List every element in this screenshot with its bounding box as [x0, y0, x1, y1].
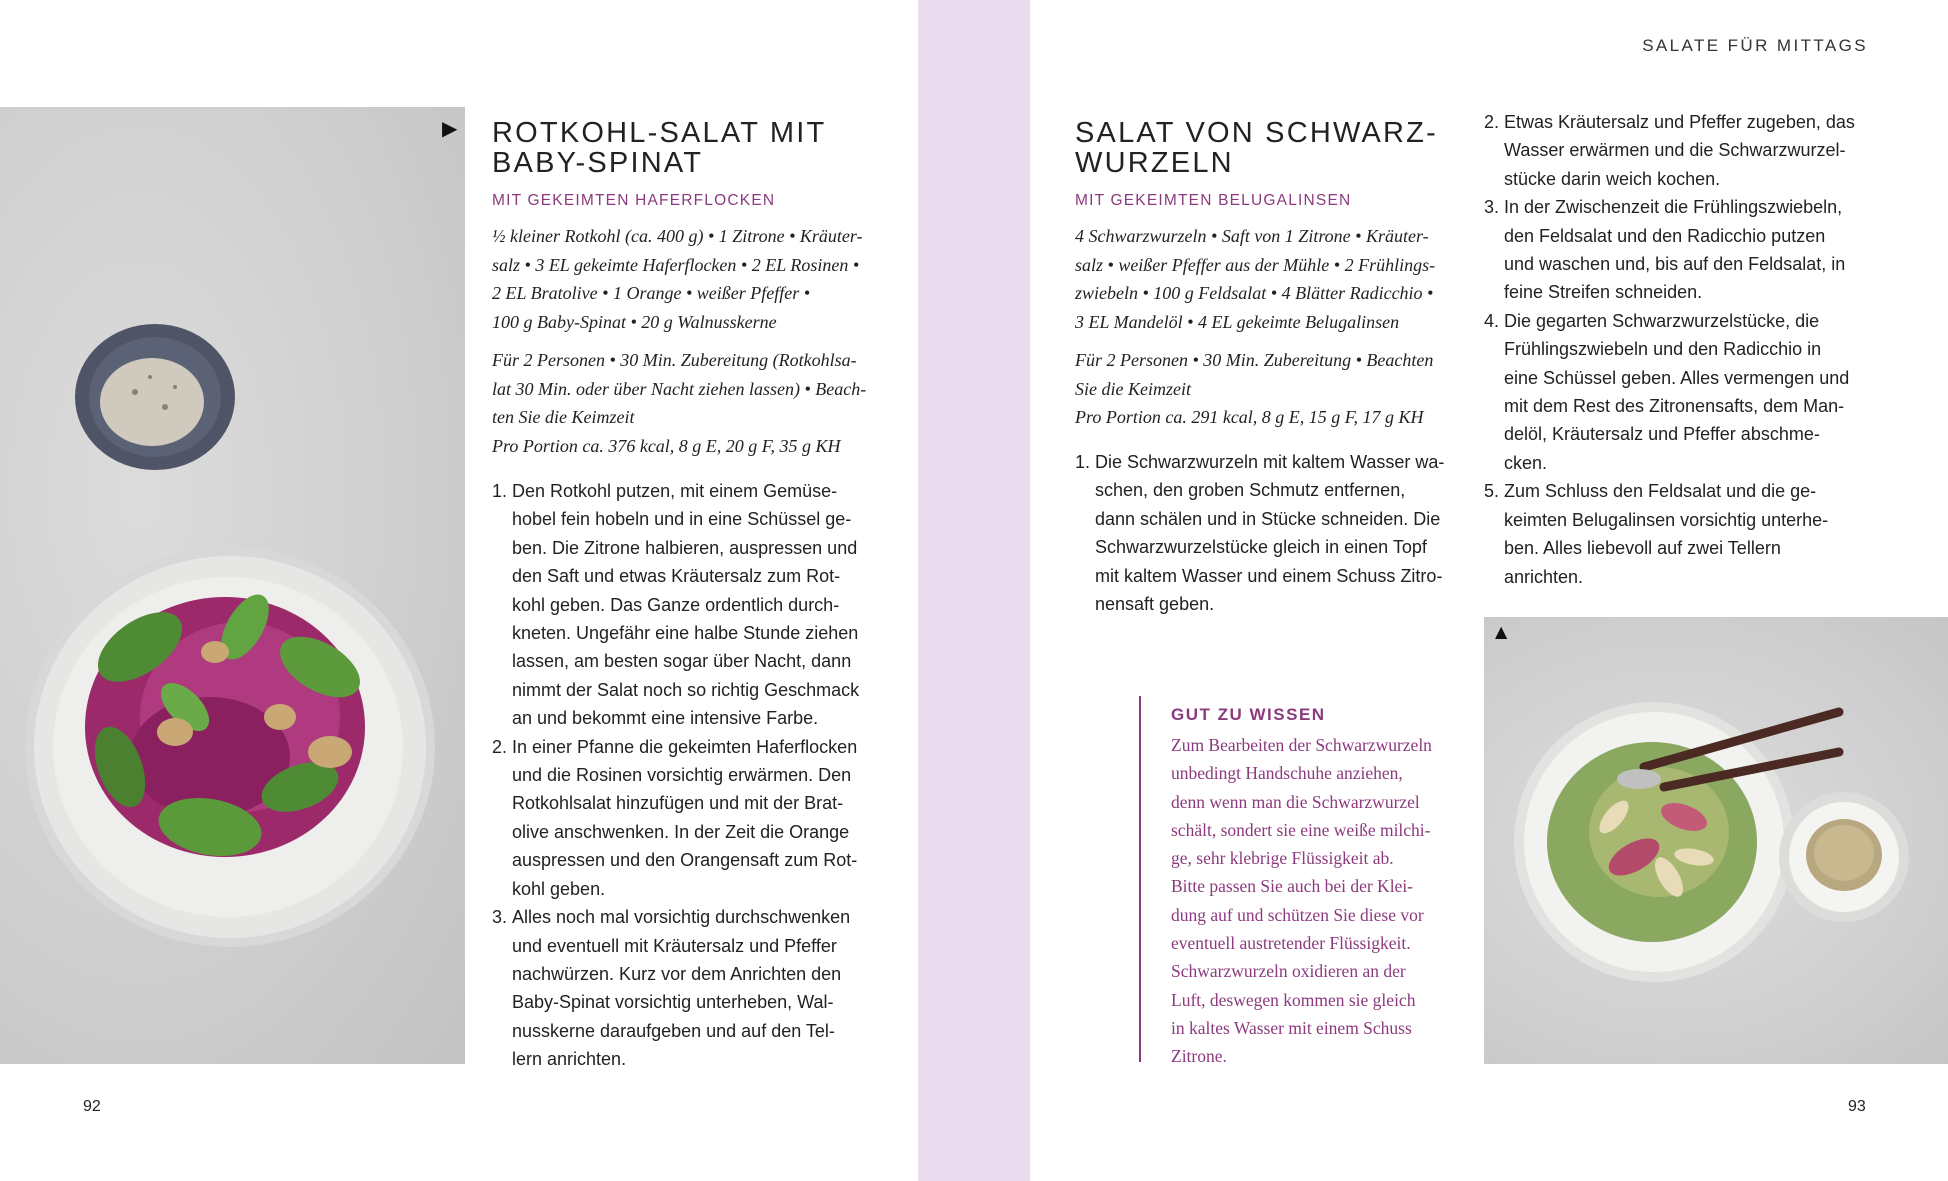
- ingredients-line: 2 EL Bratolive • 1 Orange • weißer Pfeffer •: [492, 283, 811, 303]
- step-line: an und bekommt eine intensive Farbe.: [512, 708, 819, 729]
- step-line: Baby-Spinat vorsichtig unterheben, Wal-: [512, 992, 834, 1013]
- step-line: auspressen und den Orangensaft zum Rot-: [512, 850, 858, 871]
- ingredients-line: 3 EL Mandelöl • 4 EL gekeimte Belugalinsen: [1075, 311, 1400, 332]
- right-recipe-ingredients: [1075, 222, 1475, 336]
- step-line: den Feldsalat und den Radicchio putzen: [1504, 225, 1826, 246]
- step-line: nensaft geben.: [1095, 594, 1215, 615]
- step-line: und waschen und, bis auf den Feldsalat, in: [1504, 254, 1846, 275]
- triangle-right-icon: ▶: [442, 116, 458, 140]
- right-recipe-steps-col2: [1484, 108, 1894, 591]
- step-line: Die gegarten Schwarzwurzelstücke, die: [1504, 310, 1820, 331]
- ingredients-line: ½ kleiner Rotkohl (ca. 400 g) • 1 Zitrone • Kräuter-: [492, 226, 863, 246]
- recipe-step: [1484, 108, 1894, 193]
- left-recipe-steps: [492, 477, 892, 1074]
- tip-body: [1171, 731, 1471, 1071]
- step-line: eine Schüssel geben. Alles vermengen und: [1504, 367, 1850, 388]
- step-line: Schwarzwurzelstücke gleich in einen Topf: [1095, 537, 1427, 558]
- step-line: ben. Alles liebevoll auf zwei Tellern: [1504, 538, 1781, 559]
- left-recipe-ingredients: [492, 222, 892, 336]
- step-line: anrichten.: [1504, 566, 1584, 587]
- step-line: In der Zwischenzeit die Frühlingszwiebeln,: [1504, 197, 1843, 218]
- tip-line: Schwarzwurzeln oxidieren an der: [1171, 961, 1406, 982]
- salsify-salad-photo: [1484, 617, 1948, 1064]
- step-line: mit kaltem Wasser und einem Schuss Zitro-: [1095, 565, 1443, 586]
- left-recipe-title: [492, 118, 892, 178]
- recipe-step: [492, 903, 892, 1073]
- step-line: kohl geben.: [512, 878, 606, 899]
- tip-title: GUT ZU WISSEN: [1171, 705, 1326, 724]
- info-line: Sie die Keimzeit: [1075, 378, 1191, 399]
- left-recipe-title-line2: BABY-SPINAT: [492, 147, 704, 179]
- tip-line: in kaltes Wasser mit einem Schuss: [1171, 1017, 1412, 1038]
- info-line: ten Sie die Keimzeit: [492, 407, 635, 427]
- right-recipe-title: [1075, 118, 1475, 178]
- triangle-up-icon: ▲: [1495, 622, 1508, 641]
- tip-accent-line: [1139, 696, 1141, 1062]
- step-number: 5.: [1484, 481, 1500, 502]
- recipe-step: [1484, 193, 1894, 307]
- left-recipe-subtitle: MIT GEKEIMTEN HAFERFLOCKEN: [492, 192, 776, 209]
- step-line: Alles noch mal vorsichtig durchschwenken: [512, 907, 851, 928]
- step-line: olive anschwenken. In der Zeit die Orange: [512, 821, 850, 842]
- right-recipe-title-line2: WURZELN: [1075, 147, 1234, 179]
- step-line: lassen, am besten sogar über Nacht, dann: [512, 651, 852, 672]
- step-line: nimmt der Salat noch so richtig Geschmack: [512, 679, 860, 700]
- step-line: Zum Schluss den Feldsalat und die ge-: [1504, 481, 1817, 502]
- step-number: 1.: [1075, 452, 1091, 472]
- ingredients-line: salz • 3 EL gekeimte Haferflocken • 2 EL Rosinen •: [492, 254, 860, 275]
- info-line: Für 2 Personen • 30 Min. Zubereitung (Rotkohlsa-: [492, 350, 857, 370]
- step-line: und eventuell mit Kräutersalz und Pfeffer: [512, 935, 837, 956]
- step-line: und die Rosinen vorsichtig erwärmen. Den: [512, 765, 852, 786]
- info-line: Für 2 Personen • 30 Min. Zubereitung • Beachten: [1075, 350, 1434, 370]
- step-line: nachwürzen. Kurz vor dem Anrichten den: [512, 963, 842, 984]
- step-line: mit dem Rest des Zitronensafts, dem Man-: [1504, 396, 1845, 417]
- right-recipe-subtitle: MIT GEKEIMTEN BELUGALINSEN: [1075, 192, 1352, 209]
- tip-line: Bitte passen Sie auch bei der Klei-: [1171, 876, 1414, 897]
- step-number: 1.: [492, 481, 508, 501]
- step-number: 3.: [1484, 197, 1500, 218]
- info-line: lat 30 Min. oder über Nacht ziehen lassen) • Beach-: [492, 378, 867, 399]
- right-recipe-info: [1075, 346, 1475, 432]
- step-line: Etwas Kräutersalz und Pfeffer zugeben, das: [1504, 112, 1855, 132]
- step-line: schen, den groben Schmutz entfernen,: [1095, 480, 1406, 501]
- ingredients-line: 100 g Baby-Spinat • 20 g Walnusskerne: [492, 311, 777, 332]
- step-line: nusskerne daraufgeben und auf den Tel-: [512, 1020, 835, 1041]
- tip-line: denn wenn man die Schwarzwurzel: [1171, 791, 1420, 812]
- step-number: 4.: [1484, 310, 1500, 331]
- step-number: 2.: [1484, 112, 1500, 132]
- recipe-step: [1484, 307, 1894, 477]
- tip-line: Luft, deswegen kommen sie gleich: [1171, 989, 1416, 1010]
- nutrition-line: Pro Portion ca. 291 kcal, 8 g E, 15 g F, 17 g KH: [1075, 407, 1424, 427]
- step-number: 3.: [492, 907, 508, 928]
- tip-line: dung auf und schützen Sie diese vor: [1171, 904, 1424, 925]
- red-cabbage-salad-photo: [0, 107, 465, 1064]
- step-line: feine Streifen schneiden.: [1504, 282, 1703, 303]
- nutrition-line: Pro Portion ca. 376 kcal, 8 g E, 20 g F, 35 g KH: [492, 435, 841, 456]
- recipe-step: [1075, 448, 1465, 618]
- tip-line: unbedingt Handschuhe anziehen,: [1171, 763, 1403, 784]
- right-recipe-steps-col1: [1075, 448, 1465, 618]
- ingredients-line: zwiebeln • 100 g Feldsalat • 4 Blätter Radicchio •: [1075, 283, 1434, 303]
- left-recipe-title-line1: ROTKOHL-SALAT MIT: [492, 117, 827, 149]
- step-line: Den Rotkohl putzen, mit einem Gemüse-: [512, 481, 838, 501]
- section-header: SALATE FÜR MITTAGS: [1642, 36, 1868, 55]
- step-line: den Saft und etwas Kräutersalz zum Rot-: [512, 566, 841, 587]
- tip-line: ge, sehr klebrige Flüssigkeit ab.: [1171, 848, 1394, 869]
- step-line: keimten Belugalinsen vorsichtig unterhe-: [1504, 509, 1829, 530]
- step-number: 2.: [492, 736, 508, 757]
- page-number-right: 93: [1848, 1098, 1866, 1115]
- step-line: delöl, Kräutersalz und Pfeffer abschme-: [1504, 424, 1820, 445]
- recipe-step: [1484, 477, 1894, 591]
- page-number-left: 92: [83, 1098, 101, 1115]
- right-recipe-title-line1: SALAT VON SCHWARZ-: [1075, 117, 1438, 149]
- page-gutter: [918, 0, 1030, 1181]
- left-recipe-info: [492, 346, 892, 460]
- step-line: Die Schwarzwurzeln mit kaltem Wasser wa-: [1095, 452, 1445, 472]
- tip-line: Zum Bearbeiten der Schwarzwurzeln: [1171, 735, 1432, 755]
- recipe-step: [492, 733, 892, 903]
- tip-line: eventuell austretender Flüssigkeit.: [1171, 933, 1411, 954]
- ingredients-line: salz • weißer Pfeffer aus der Mühle • 2 Frühlings-: [1075, 254, 1436, 275]
- step-line: In einer Pfanne die gekeimten Haferflocken: [512, 736, 858, 757]
- tip-line: schält, sondert sie eine weiße milchi-: [1171, 819, 1431, 840]
- step-line: ben. Die Zitrone halbieren, auspressen und: [512, 537, 858, 558]
- step-line: stücke darin weich kochen.: [1504, 168, 1721, 189]
- step-line: kohl geben. Das Ganze ordentlich durch-: [512, 594, 840, 615]
- tip-line: Zitrone.: [1171, 1046, 1227, 1067]
- ingredients-line: 4 Schwarzwurzeln • Saft von 1 Zitrone • Kräuter-: [1075, 226, 1429, 246]
- step-line: lern anrichten.: [512, 1049, 627, 1070]
- step-line: Rotkohlsalat hinzufügen und mit der Brat-: [512, 793, 844, 814]
- step-line: kneten. Ungefähr eine halbe Stunde ziehen: [512, 623, 859, 644]
- recipe-step: [492, 477, 892, 733]
- step-line: cken.: [1504, 452, 1548, 473]
- step-line: dann schälen und in Stücke schneiden. Die: [1095, 508, 1441, 529]
- step-line: Wasser erwärmen und die Schwarzwurzel-: [1504, 140, 1846, 161]
- step-line: hobel fein hobeln und in eine Schüssel ge-: [512, 509, 852, 530]
- step-line: Frühlingszwiebeln und den Radicchio in: [1504, 339, 1822, 360]
